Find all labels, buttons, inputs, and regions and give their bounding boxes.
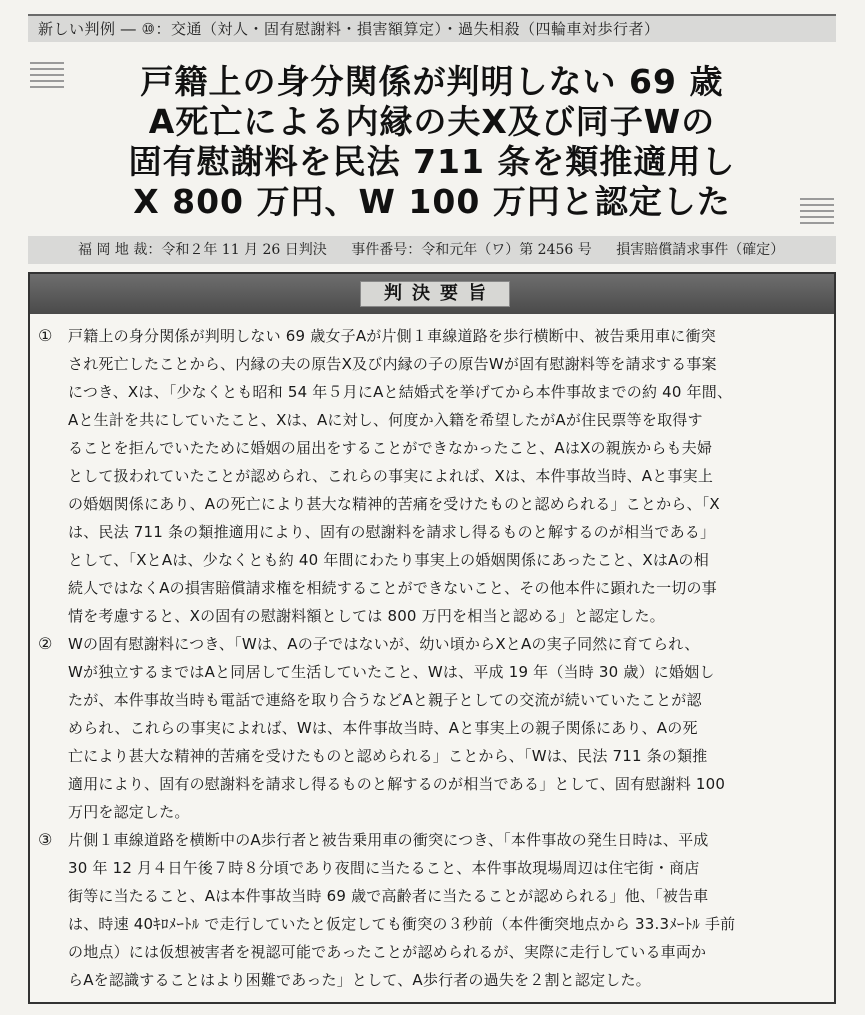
item-line: は、時速 40ｷﾛﾒｰﾄﾙ で走行していたと仮定しても衝突の３秒前（本件衝突地点から 33.3ﾒｰﾄﾙ 手前 [68, 915, 736, 933]
item-line: められ、これらの事実によれば、Wは、本件事故当時、Aと事実上の親子関係にあり、Aの死 [68, 719, 698, 737]
court-date: 福 岡 地 裁：令和２年 11 月 26 日判決 [78, 242, 327, 258]
item-line: として、「XとAは、少なくとも約 40 年間にわたり事実上の婚姻関係にあったこと、XはAの相 [68, 551, 709, 569]
summary-header-label: 判決要旨 [360, 281, 510, 307]
article [28, 14, 836, 1004]
summary-header [30, 274, 834, 314]
case-type: 損害賠償請求事件（確定） [616, 242, 785, 258]
item-line: Aと生計を共にしていたこと、Xは、Aに対し、何度か入籍を希望したがAが住民票等を取得す [68, 411, 703, 429]
summary-item-3 [38, 826, 826, 994]
item-line: 亡により甚大な精神的苦痛を受けたものと認められる」ことから、「Wは、民法 711 条の類推 [68, 747, 708, 765]
case-number: 事件番号：令和元年（ワ）第 2456 号 [351, 242, 592, 258]
decorative-stripes-left [30, 62, 64, 92]
headline-line: X 800 万円、W 100 万円と認定した [133, 182, 731, 221]
summary-item-2 [38, 630, 826, 826]
headline-line: 固有慰謝料を民法 711 条を類推適用し [128, 142, 736, 181]
item-line: の地点）には仮想被害者を視認可能であったことが認められるが、実際に走行している車両か [68, 943, 707, 961]
item-number: ③ [38, 830, 53, 849]
category-bar: 新しい判例 ― ⑩：交通（対人・固有慰謝料・損害額算定）・過失相殺（四輪車対歩行者） [28, 14, 836, 42]
item-line: Wが独立するまではAと同居して生活していたこと、Wは、平成 19 年（当時 30 歳）に婚姻し [68, 663, 715, 681]
item-line: 街等に当たること、Aは本件事故当時 69 歳で高齢者に当たることが認められる」他、「被告車 [68, 887, 709, 905]
item-line: は、民法 711 条の類推適用により、固有の慰謝料を請求し得るものと解するのが相当である」 [68, 523, 716, 541]
item-line: Wの固有慰謝料につき、「Wは、Aの子ではないが、幼い頃からXとAの実子同然に育てられ、 [68, 635, 700, 653]
item-number: ② [38, 634, 53, 653]
item-line: の婚姻関係にあり、Aの死亡により甚大な精神的苦痛を受けたものと認められる」ことから、「X [68, 495, 720, 513]
headline-line: 戸籍上の身分関係が判明しない 69 歳 [140, 62, 724, 101]
headline-line: A死亡による内縁の夫X及び同子Wの [148, 102, 716, 141]
item-line: 戸籍上の身分関係が判明しない 69 歳女子Aが片側１車線道路を歩行横断中、被告乗用車に衝突 [68, 327, 716, 345]
item-line: らAを認識することはより困難であった」として、A歩行者の過失を２割と認定した。 [68, 971, 651, 989]
decorative-stripes-right [800, 198, 834, 228]
item-line: として扱われていたことが認められ、これらの事実によれば、Xは、本件事故当時、Aと事実上 [68, 467, 714, 485]
item-line: につき、Xは、「少なくとも昭和 54 年５月にAと結婚式を挙げてから本件事故までの約 40 年間、 [68, 383, 733, 401]
item-line: 適用により、固有の慰謝料を請求し得るものと解するのが相当である」として、固有慰謝料 100 [68, 775, 726, 793]
summary-box [28, 272, 836, 1004]
item-number: ① [38, 326, 53, 345]
item-line: 情を考慮すると、Xの固有の慰謝料額としては 800 万円を相当と認める」と認定した。 [68, 607, 665, 625]
title-area [28, 48, 836, 240]
headline [88, 62, 776, 222]
court-info-bar [28, 236, 836, 264]
item-line: 片側１車線道路を横断中のA歩行者と被告乗用車の衝突につき、「本件事故の発生日時は、平成 [68, 831, 709, 849]
item-line: 30 年 12 月４日午後７時８分頃であり夜間に当たること、本件事故現場周辺は住宅街・商店 [68, 859, 700, 877]
item-line: され死亡したことから、内縁の夫の原告X及び内縁の子の原告Wが固有慰謝料等を請求する事案 [68, 355, 717, 373]
item-line: たが、本件事故当時も電話で連絡を取り合うなどAと親子としての交流が続いていたことが認 [68, 691, 702, 709]
summary-items [30, 314, 834, 994]
item-line: 続人ではなくAの損害賠償請求権を相続することができないこと、その他本件に顕れた一切の事 [68, 579, 717, 597]
item-line: ることを拒んでいたために婚姻の届出をすることができなかったこと、AはXの親族からも夫婦 [68, 439, 713, 457]
summary-item-1 [38, 322, 826, 630]
item-line: 万円を認定した。 [68, 803, 190, 821]
